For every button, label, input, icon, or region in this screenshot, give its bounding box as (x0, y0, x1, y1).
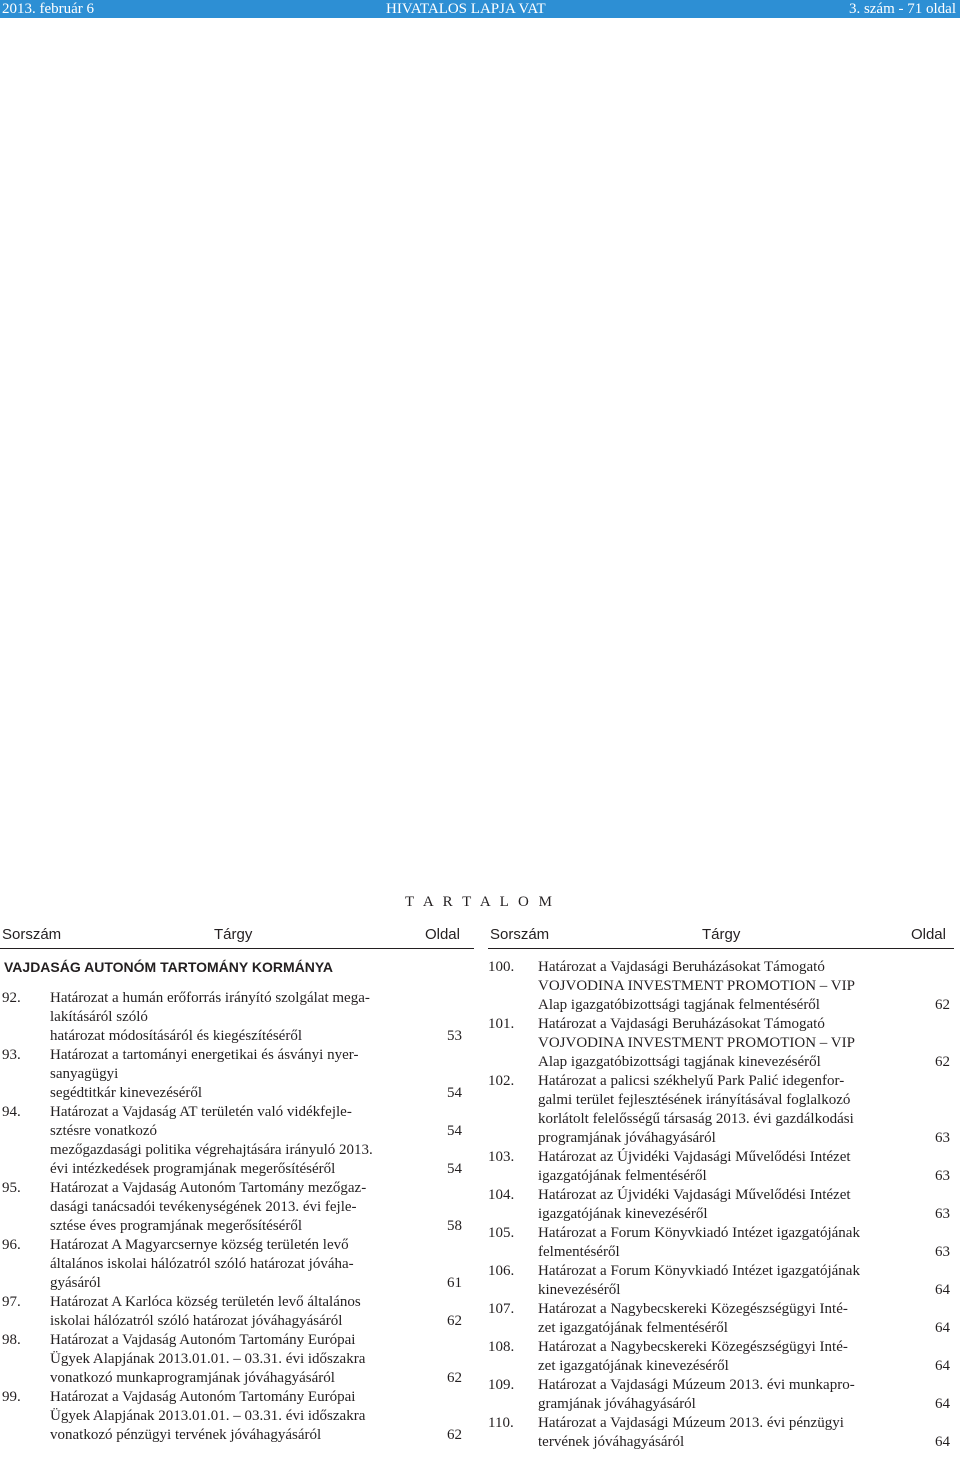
entry-page-number: 54 (447, 1161, 462, 1177)
entry-page-number: 61 (447, 1275, 462, 1291)
toc-entry (0, 1388, 474, 1445)
entry-subject-line: zet igazgatójának kinevezéséről (538, 1358, 729, 1374)
header-title: HIVATALOS LAPJA VAT (386, 1, 546, 17)
toc-entry (488, 1072, 954, 1148)
entry-page-number: 63 (935, 1130, 950, 1146)
entry-subject-line: Határozat az Újvidéki Vajdasági Művelődési Intézet (538, 1149, 851, 1165)
entry-subject-line: Határozat a palicsi székhelyű Park Palić idegenfor- (538, 1073, 845, 1089)
entry-page-number: 53 (447, 1028, 462, 1044)
toc-entry (488, 1338, 954, 1376)
entry-subject-line: galmi terület fejlesztésének irányításával foglalkozó (538, 1092, 851, 1108)
entry-number: 110. (488, 1415, 514, 1431)
entry-number: 101. (488, 1016, 515, 1032)
entry-subject-line: gramjának jóváhagyásáról (538, 1396, 696, 1412)
entry-subject-line: Határozat a Nagybecskereki Közegészségügyi Inté- (538, 1339, 848, 1355)
page-header (0, 0, 960, 18)
entry-subject-line: gyásáról (50, 1275, 101, 1291)
toc-entry (488, 1414, 954, 1452)
entry-number: 108. (488, 1339, 515, 1355)
entry-subject-line: határozat módosításáról és kiegészítéséről (50, 1028, 302, 1044)
entry-subject-line: Ügyek Alapjának 2013.01.01. – 03.31. évi időszakra (50, 1351, 366, 1367)
entry-number: 103. (488, 1149, 515, 1165)
toc-entry-list (488, 949, 954, 1452)
toc-entry (0, 1046, 474, 1103)
toc-entry (0, 989, 474, 1046)
toc-entry (488, 1224, 954, 1262)
entry-number: 96. (2, 1237, 21, 1253)
entry-subject-line: Alap igazgatóbizottsági tagjának felmentéséről (538, 997, 820, 1013)
entry-subject-line: Határozat a Vajdaság Autonóm Tartomány mezőgaz- (50, 1180, 367, 1196)
entry-number: 106. (488, 1263, 515, 1279)
toc-entry-list (0, 989, 474, 1445)
column-header (0, 920, 474, 949)
entry-subject-line: Határozat a tartományi energetikai és ásványi nyer- (50, 1047, 359, 1063)
entry-number: 92. (2, 990, 21, 1006)
entry-subject-line: Határozat a Forum Könyvkiadó Intézet igazgatójának (538, 1225, 860, 1241)
toc-entry (488, 958, 954, 1015)
toc-title: T A R T A L O M (405, 894, 555, 910)
entry-page-number: 62 (447, 1313, 462, 1329)
header-date: 2013. február 6 (2, 1, 95, 17)
entry-subject-line: Határozat a Vajdasági Beruházásokat Támogató (538, 959, 825, 975)
entry-number: 107. (488, 1301, 515, 1317)
entry-page-number: 63 (935, 1168, 950, 1184)
column-header-number: Sorszám (2, 926, 62, 943)
entry-subject-line: iskolai hálózatról szóló határozat jóváhagyásáról (50, 1313, 343, 1329)
toc-entry (0, 1141, 474, 1179)
entry-number: 94. (2, 1104, 21, 1120)
entry-subject-line: igazgatójának kinevezéséről (538, 1206, 708, 1222)
entry-subject-line: tervének jóváhagyásáról (538, 1434, 685, 1450)
entry-subject-line: Határozat a Vajdaság Autonóm Tartomány Európai (50, 1332, 356, 1348)
entry-number: 104. (488, 1187, 515, 1203)
entry-subject-line: vonatkozó pénzügyi tervének jóváhagyásáról (50, 1427, 322, 1443)
entry-subject-line: Határozat a Nagybecskereki Közegészségügyi Inté- (538, 1301, 848, 1317)
entry-subject-line: vonatkozó munkaprogramjának jóváhagyásáról (50, 1370, 335, 1386)
toc-entry (0, 1236, 474, 1293)
entry-page-number: 64 (935, 1358, 950, 1374)
toc-entry (488, 1262, 954, 1300)
entry-number: 95. (2, 1180, 21, 1196)
entry-subject-line: sanyagügyi (50, 1066, 119, 1082)
column-header-subject: Tárgy (702, 926, 741, 943)
entry-subject-line: VOJVODINA INVESTMENT PROMOTION – VIP (538, 978, 855, 994)
entry-number: 98. (2, 1332, 21, 1348)
entry-page-number: 64 (935, 1282, 950, 1298)
entry-subject-line: Határozat a Forum Könyvkiadó Intézet igazgatójának (538, 1263, 860, 1279)
entry-number: 99. (2, 1389, 21, 1405)
entry-number: 93. (2, 1047, 21, 1063)
entry-subject-line: dasági tanácsadói tevékenységének 2013. évi fejle- (50, 1199, 357, 1215)
header-issue-page: 3. szám - 71 oldal (848, 1, 956, 17)
entry-number: 105. (488, 1225, 515, 1241)
entry-subject-line: lakításáról szóló (50, 1009, 148, 1025)
toc-entry (488, 1376, 954, 1414)
entry-page-number: 63 (935, 1206, 950, 1222)
entry-page-number: 62 (447, 1427, 462, 1443)
entry-subject-line: VOJVODINA INVESTMENT PROMOTION – VIP (538, 1035, 855, 1051)
entry-page-number: 58 (447, 1218, 462, 1234)
entry-subject-line: Határozat A Karlóca község területén levő általános (50, 1294, 361, 1310)
entry-subject-line: Határozat a Vajdasági Múzeum 2013. évi pénzügyi (538, 1415, 844, 1431)
column-header-number: Sorszám (490, 926, 550, 943)
entry-subject-line: Határozat a Vajdasági Múzeum 2013. évi munkapro- (538, 1377, 855, 1393)
entry-page-number: 62 (935, 1054, 950, 1070)
section-title: VAJDASÁG AUTONÓM TARTOMÁNY KORMÁNYA (4, 959, 334, 975)
toc-entry (0, 1179, 474, 1236)
entry-subject-line: igazgatójának felmentéséről (538, 1168, 707, 1184)
entry-subject-line: Határozat a Vajdasági Beruházásokat Támogató (538, 1016, 825, 1032)
toc-entry (0, 1293, 474, 1331)
toc-entry (0, 1331, 474, 1388)
entry-number: 102. (488, 1073, 515, 1089)
entry-subject-line: általános iskolai hálózatról szóló határozat jóváha- (50, 1256, 354, 1272)
entry-page-number: 63 (935, 1244, 950, 1260)
column-header-page: Oldal (910, 926, 946, 943)
entry-subject-line: évi intézkedések programjának megerősítéséről (50, 1161, 336, 1177)
entry-subject-line: zet igazgatójának felmentéséről (538, 1320, 728, 1336)
entry-subject-line: sztésre vonatkozó (50, 1123, 158, 1139)
toc-entry (488, 1186, 954, 1224)
entry-subject-line: kinevezéséről (538, 1282, 621, 1298)
entry-subject-line: Határozat a humán erőforrás irányító szolgálat mega- (50, 990, 370, 1006)
entry-page-number: 64 (935, 1396, 950, 1412)
entry-subject-line: Határozat az Újvidéki Vajdasági Művelődési Intézet (538, 1187, 851, 1203)
column-header (488, 920, 954, 949)
entry-subject-line: mezőgazdasági politika végrehajtására irányuló 2013. (50, 1142, 373, 1158)
entry-subject-line: Határozat A Magyarcsernye község területén levő (50, 1237, 349, 1253)
entry-subject-line: Ügyek Alapjának 2013.01.01. – 03.31. évi időszakra (50, 1408, 366, 1424)
toc-right-column (488, 920, 954, 1452)
entry-page-number: 64 (935, 1320, 950, 1336)
toc-entry (488, 1015, 954, 1072)
entry-page-number: 64 (935, 1434, 950, 1450)
entry-page-number: 54 (447, 1085, 462, 1101)
column-header-page: Oldal (424, 926, 460, 943)
entry-subject-line: programjának jóváhagyásáról (538, 1130, 716, 1146)
toc-left-column (0, 920, 474, 1445)
toc-entry (488, 1300, 954, 1338)
entry-subject-line: Határozat a Vajdaság AT területén való vidékfejle- (50, 1104, 352, 1120)
entry-number: 97. (2, 1294, 21, 1310)
entry-subject-line: sztése éves programjának megerősítéséről (50, 1218, 302, 1234)
entry-subject-line: segédtitkár kinevezéséről (50, 1085, 203, 1101)
entry-page-number: 54 (447, 1123, 462, 1139)
entry-number: 109. (488, 1377, 515, 1393)
entry-subject-line: korlátolt felelősségű társaság 2013. évi gazdálkodási (538, 1111, 854, 1127)
toc-entry (0, 1103, 474, 1141)
column-header-subject: Tárgy (214, 926, 253, 943)
toc-entry (488, 1148, 954, 1186)
entry-subject-line: Határozat a Vajdaság Autonóm Tartomány Európai (50, 1389, 356, 1405)
entry-page-number: 62 (447, 1370, 462, 1386)
entry-subject-line: Alap igazgatóbizottsági tagjának kinevezéséről (538, 1054, 821, 1070)
entry-number: 100. (488, 959, 515, 975)
entry-page-number: 62 (935, 997, 950, 1013)
entry-subject-line: felmentéséről (538, 1244, 620, 1260)
